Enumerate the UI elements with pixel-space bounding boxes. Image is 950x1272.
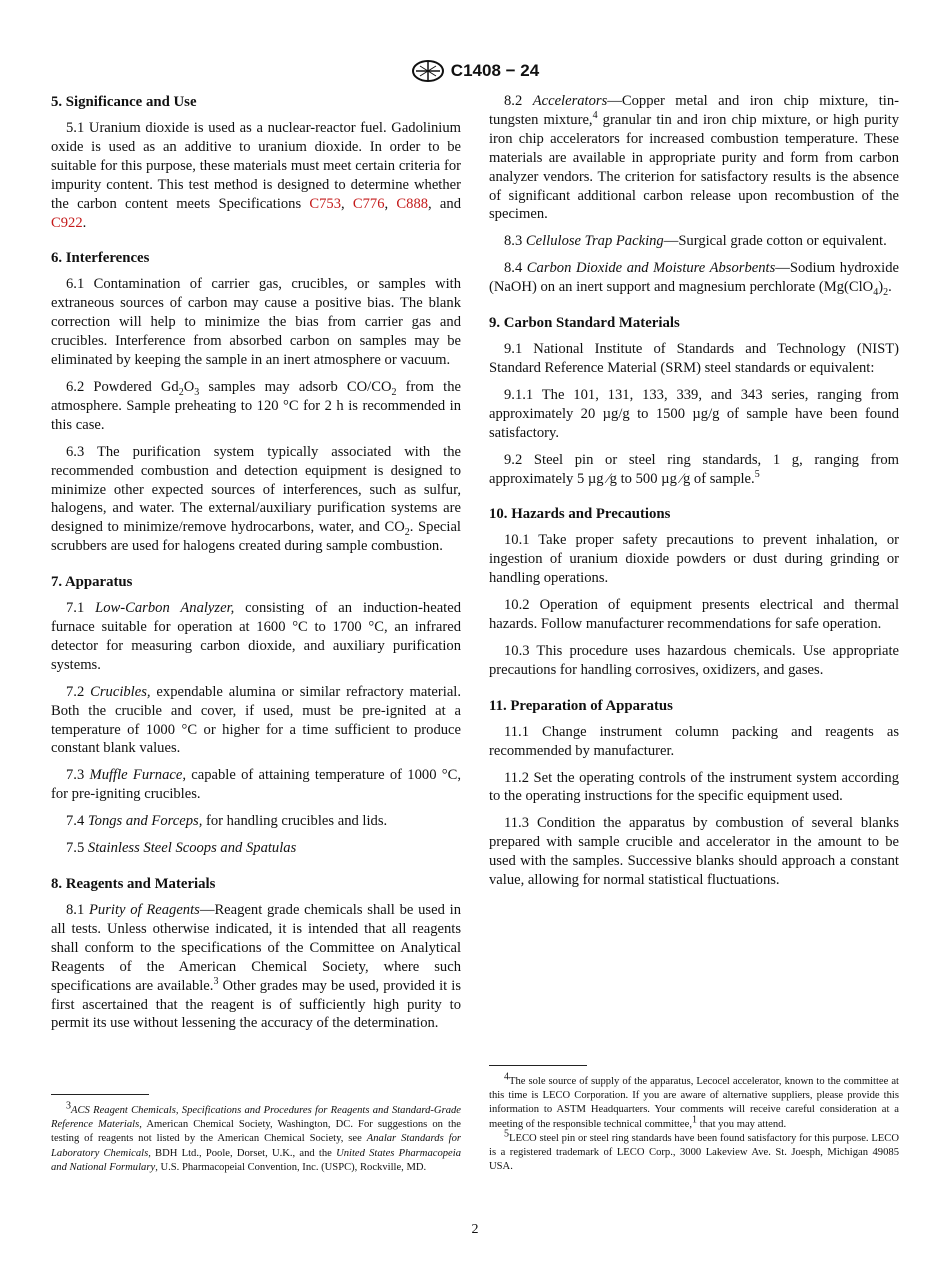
section-7: [51, 572, 461, 858]
paragraph: 7.1 Low-Carbon Analyzer, consisting of an induction-heated furnace suitable for operation at 1600 °C to 1700 °C, an infrared detector for measuring carbon dioxide, and auxiliary purification systems.: [51, 600, 462, 673]
section-10: [489, 504, 899, 679]
link-c922[interactable]: C922: [51, 214, 83, 231]
paragraph: 10.1 Take proper safety precautions to prevent inhalation, or ingestion of uranium dioxide powders or dust during grinding or handling operations.: [489, 532, 899, 587]
paragraph: 8.2 Accelerators—Copper metal and iron chip mixture, tin-tungsten mixture,$^4$ granular tin and iron chip mixture, or high purity iron chip accelerators for increased combustion temperature. These materials are available in appropriate purity and form from carbon analyzer vendors. The criterion for satisfactory results is the absence of significant additional carbon release upon recombustion of the specimen.: [489, 93, 900, 223]
footnote-5: $^5$LECO steel pin or steel ring standards have been found satisfactory for this purpose. LECO is a registered trademark of LECO Corp., 3000 Lakeview Ave. St. Joesph, Michigan 49085 USA.: [489, 1128, 899, 1173]
designation: C1408 − 24: [450, 61, 540, 80]
astm-logo: [411, 59, 445, 83]
paragraph: 7.5 Stainless Steel Scoops and Spatulas: [66, 840, 297, 857]
footnote-rule: [51, 1094, 149, 1095]
right-column: [489, 92, 899, 906]
paragraph: 10.3 This procedure uses hazardous chemicals. Use appropriate precautions for handling corrosives, oxidizers, and gases.: [489, 642, 899, 678]
paragraph: 6.2 Powdered $Gd_2O_3$ samples may adsorb $CO/CO_2$ from the atmosphere. Sample preheating to 120 °C for 2 h is recommended in this case.: [51, 378, 461, 433]
paragraph: 7.2 Crucibles, expendable alumina or similar refractory material. Both the crucible and cover, if used, must be pre-ignited at a temperature of 1000 °C or higher for a time sufficient to produce constant blank values.: [51, 683, 462, 757]
page-header: [0, 56, 950, 86]
paragraph: 5.1 Uranium dioxide is used as a nuclear-reactor fuel. Gadolinium oxide is used as an additive to uranium dioxide. In order to be suitable for this purpose, these materials must meet certain criteria for impurity content. This test method is designed to determine whether the carbon content meets Specifications C753, C776, C888, and C922.: [51, 120, 462, 231]
paragraph: 10.2 Operation of equipment presents electrical and thermal hazards. Follow manufacturer recommendations for safe operation.: [489, 597, 899, 633]
paragraph: 11.2 Set the operating controls of the instrument system according to the operating instructions for the specific equipment used.: [489, 769, 899, 805]
section-title: 5. Significance and Use: [51, 94, 197, 110]
section-title: 6. Interferences: [51, 250, 150, 267]
footnote-rule: [489, 1065, 587, 1066]
paragraph: 8.1 Purity of Reagents—Reagent grade chemicals shall be used in all tests. Unless otherwise indicated, it is intended that all reagents shall conform to the specifications of the Committee on Analytical Reagents of the American Chemical Society, where such specifications are available.$^3$ Other grades may be used, provided it is first ascertained that the reagent is of sufficiently high purity to permit its use without lessening the accuracy of the determination.: [51, 902, 461, 1032]
left-column: [51, 92, 461, 1049]
footnotes-right: [489, 1071, 899, 1174]
paragraph: 9.2 Steel pin or steel ring standards, 1 g, ranging from approximately 5 µg ⁄g to 500 µg ⁄g of sample.$^5$: [489, 451, 899, 487]
paragraph: 9.1 National Institute of Standards and Technology (NIST) Standard Reference Material (SRM) steel standards or equivalent:: [489, 341, 899, 376]
footnote-4: $^4$The sole source of supply of the apparatus, Lecocel accelerator, known to the committee at this time is LECO Corporation. If you are aware of alternative suppliers, please provide this information to ASTM Headquarters. Your comments will receive careful consideration at a meeting of the responsible technical committee,$^1$ that you may attend.: [489, 1071, 899, 1130]
footnote-ref[interactable]: 4: [592, 110, 598, 122]
section-6: [51, 248, 461, 556]
paragraph: 8.4 Carbon Dioxide and Moisture Absorbents—Sodium hydroxide (NaOH) on an inert support and magnesium perchlorate ($Mg(ClO_4)_2$.: [489, 260, 899, 299]
paragraph: 11.1 Change instrument column packing and reagents as recommended by manufacturer.: [489, 723, 899, 759]
paragraph: 6.1 Contamination of carrier gas, crucibles, or samples with extraneous sources of carbon may cause a positive bias. The blank correction will help to minimize the bias from carrier gas and crucibles. Interference from absorbed carbon on samples may be eliminated by keeping the sample in an inert atmosphere or vacuum.: [51, 276, 461, 369]
footnote-ref[interactable]: 5: [754, 468, 760, 480]
section-11: [489, 696, 899, 890]
section-title: 10. Hazards and Precautions: [489, 506, 671, 523]
link-c888[interactable]: C888: [396, 195, 429, 212]
section-title: 9. Carbon Standard Materials: [489, 315, 680, 332]
section-8: [51, 874, 461, 1033]
footnote-ref[interactable]: 3: [213, 975, 219, 987]
paragraph: 6.3 The purification system typically associated with the recommended combustion and detection equipment is designed to minimize other expected sources of interferences, such as sulfur, halogens, and water. The external/auxiliary purification systems are designed to minimize/remove hydrocarbons, water, and $CO_2$. Special scrubbers are used for halogens created during sample combustion.: [51, 443, 461, 555]
link-c776[interactable]: C776: [352, 195, 385, 212]
link-c753[interactable]: C753: [309, 195, 342, 212]
page-number: 2: [471, 1222, 479, 1237]
paragraph: 9.1.1 The 101, 131, 133, 339, and 343 series, ranging from approximately 20 µg/g to 1500 µg/g of sample have been found satisfactory.: [489, 386, 899, 441]
section-title: 8. Reagents and Materials: [51, 876, 216, 892]
section-title: 11. Preparation of Apparatus: [489, 697, 673, 714]
section-9: [489, 313, 899, 488]
footnotes-left: [51, 1100, 462, 1175]
paragraph: 11.3 Condition the apparatus by combustion of several blanks prepared with sample crucible and accelerator in the amount to be used with the samples. Successive blanks should approach a constant value, allowing for normal statistical fluctuations.: [489, 815, 899, 889]
paragraph: 7.3 Muffle Furnace, capable of attaining temperature of 1000 °C, for pre-igniting crucibles.: [51, 767, 461, 803]
footnote-3: $^3$ACS Reagent Chemicals, Specifications and Procedures for Reagents and Standard-Grade Reference Materials, American Chemical Society, Washington, DC. For suggestions on the testing of reagents not listed by the American Chemical Society, see Analar Standards for Laboratory Chemicals, BDH Ltd., Poole, Dorset, U.K., and the United States Pharmacopeia and National Formulary, U.S. Pharmacopeial Convention, Inc. (USPC), Rockville, MD.: [51, 1100, 462, 1173]
paragraph: 7.4 Tongs and Forceps, for handling crucibles and lids.: [66, 813, 388, 830]
section-5: [51, 92, 461, 232]
paragraph: 8.3 Cellulose Trap Packing—Surgical grade cotton or equivalent.: [504, 233, 887, 250]
section-title: 7. Apparatus: [51, 574, 133, 591]
section-8-cont: [489, 92, 899, 297]
